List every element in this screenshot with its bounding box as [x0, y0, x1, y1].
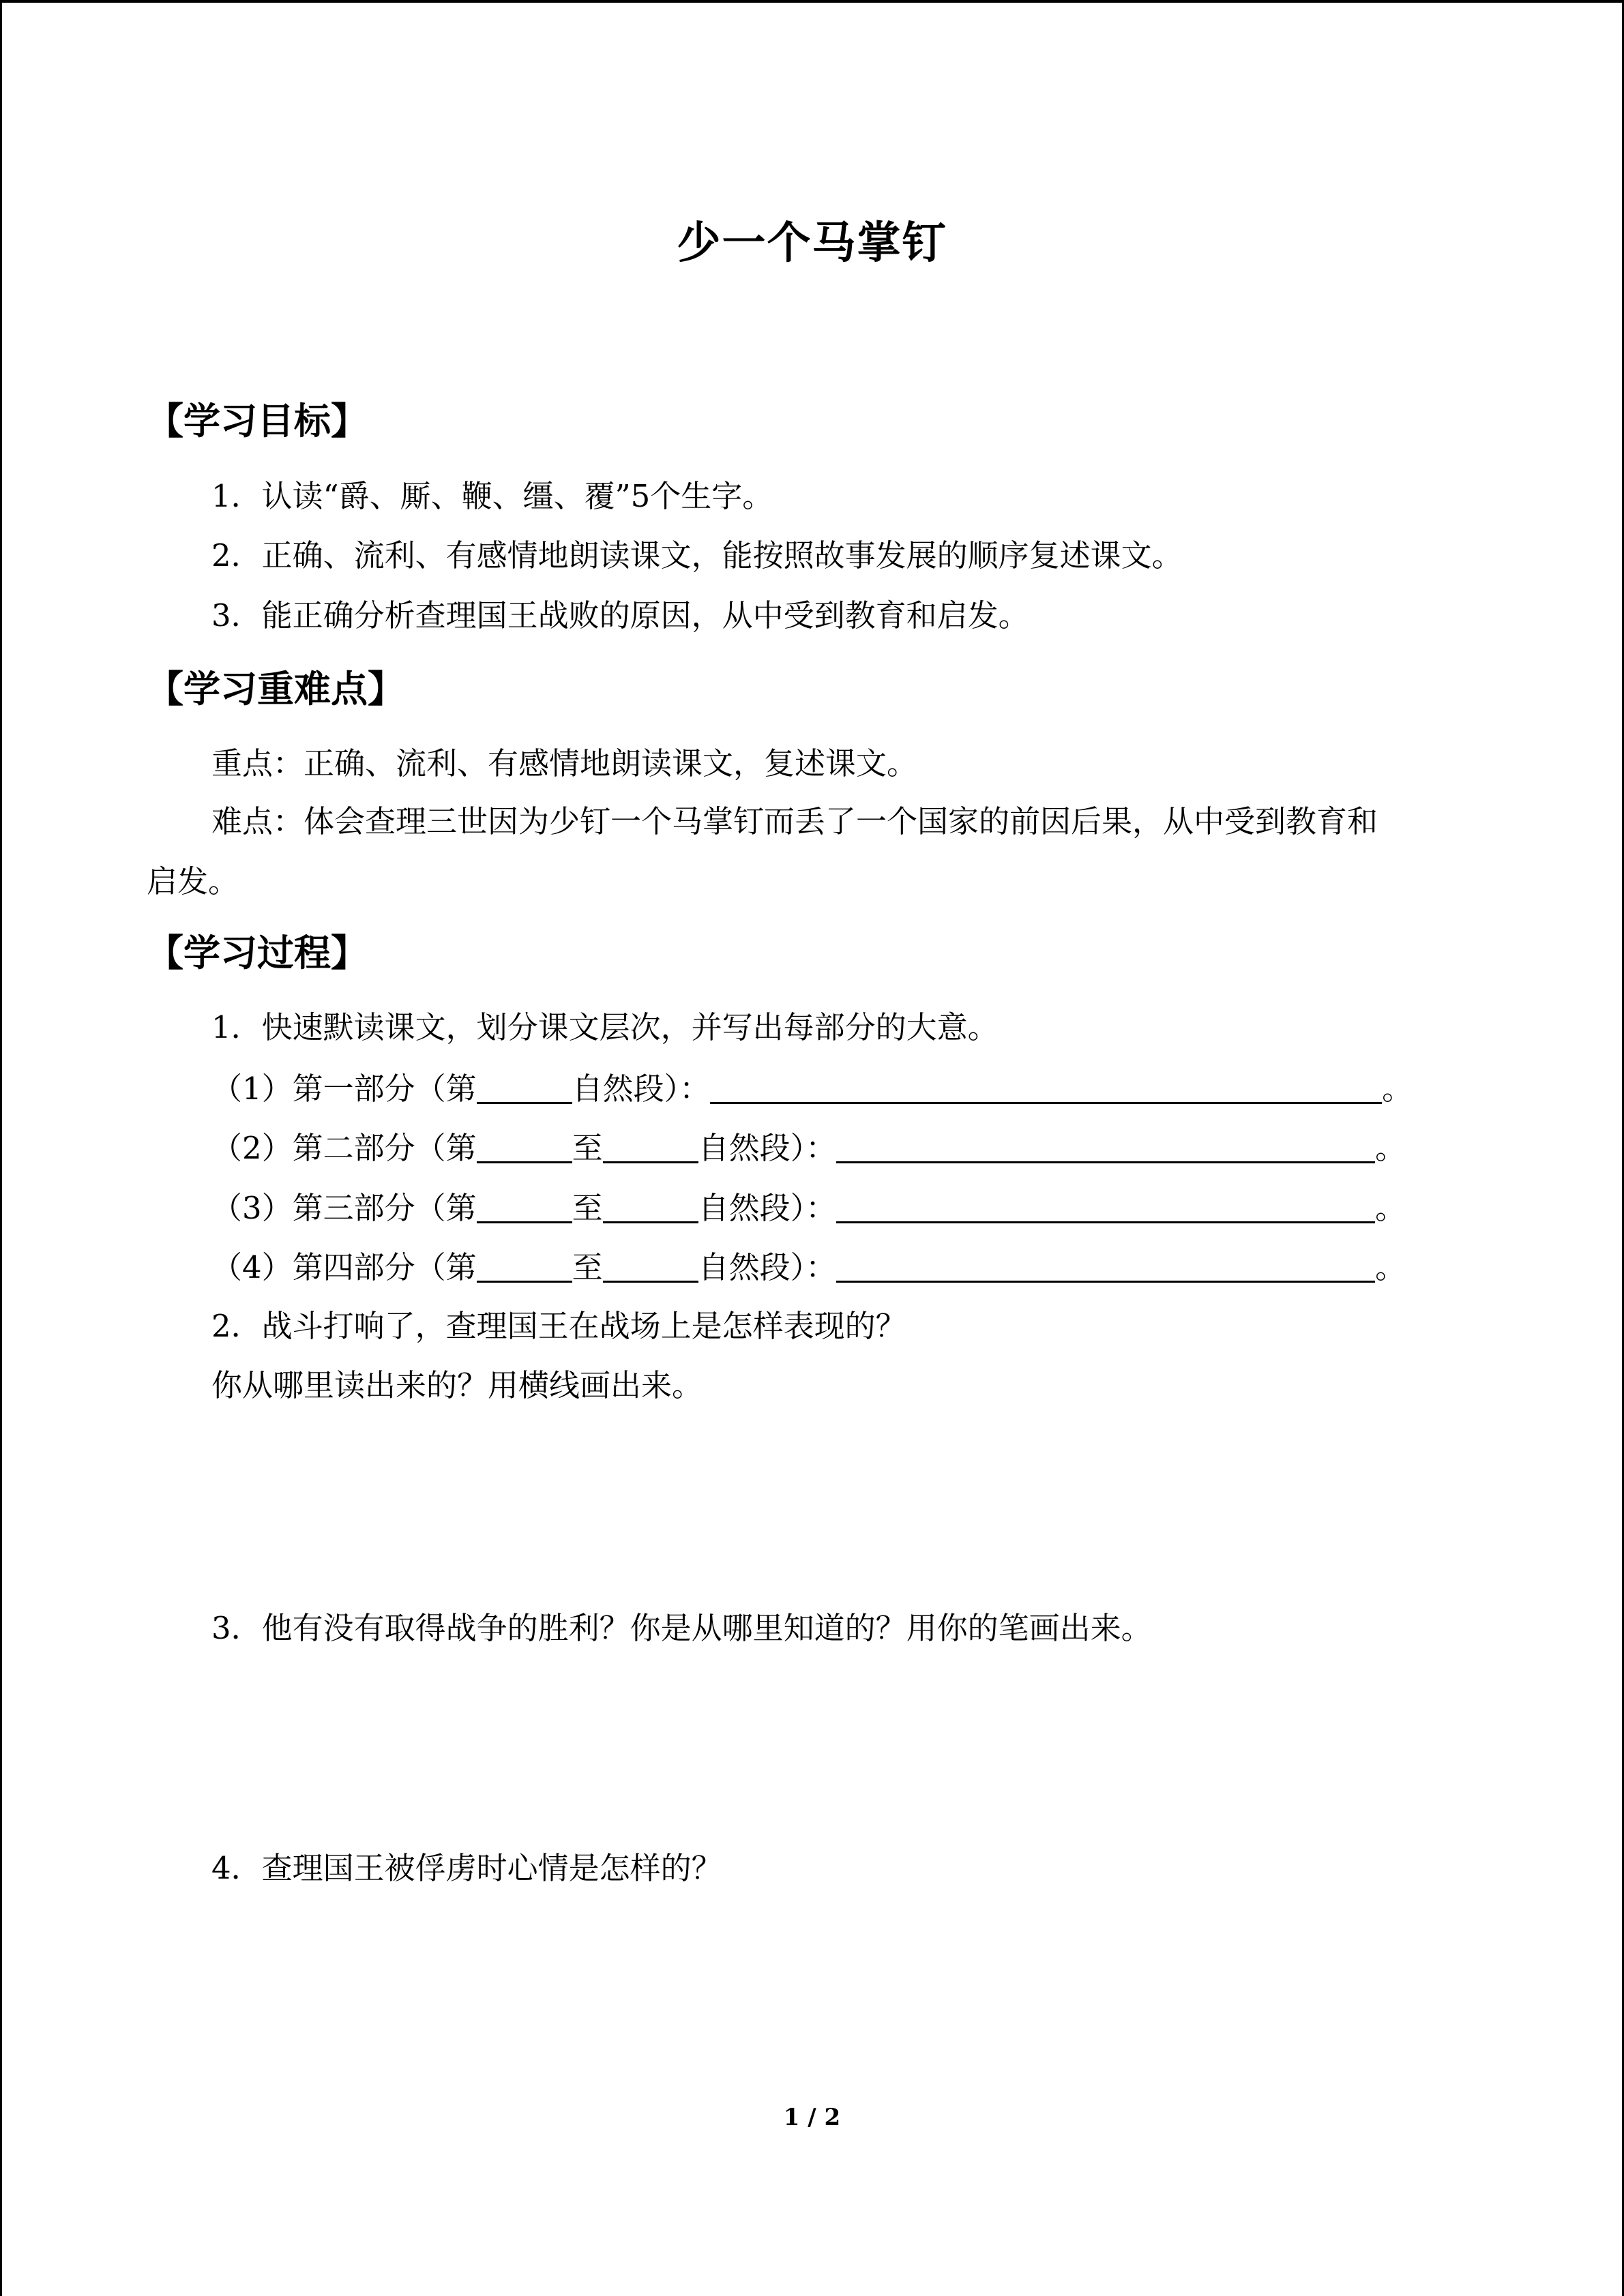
- part-1-suffix: 自然段）：: [572, 1071, 711, 1107]
- part-4-suffix: 自然段）：: [698, 1249, 837, 1285]
- part-4-middle: 至: [572, 1249, 603, 1285]
- heading-learning-process: 【学习过程】: [147, 931, 368, 974]
- end-mark: 。: [1382, 1071, 1413, 1107]
- end-mark: 。: [1375, 1190, 1406, 1226]
- heading-learning-goals: 【学习目标】: [147, 399, 368, 443]
- summary-blank[interactable]: [710, 1072, 1382, 1104]
- part-2-row: [211, 1130, 1406, 1166]
- part-3-suffix: 自然段）：: [698, 1190, 837, 1226]
- question-2-sub: 你从哪里读出来的？用横线画出来。: [211, 1367, 703, 1403]
- page-border-left: [0, 0, 2, 2296]
- key-point-focus: 重点：正确、流利、有感情地朗读课文，复述课文。: [211, 745, 918, 781]
- question-3: 3．他有没有取得战争的胜利？你是从哪里知道的？用你的笔画出来。: [211, 1610, 1152, 1646]
- part-1-prefix: （1）第一部分（第: [211, 1071, 477, 1107]
- part-2-prefix: （2）第二部分（第: [211, 1130, 477, 1166]
- paragraph-end-blank[interactable]: [603, 1131, 698, 1163]
- end-mark: 。: [1375, 1249, 1406, 1285]
- summary-blank[interactable]: [836, 1191, 1375, 1223]
- question-2: 2．战斗打响了，查理国王在战场上是怎样表现的？: [211, 1308, 906, 1344]
- part-4-row: [211, 1251, 1406, 1283]
- question-1: 1．快速默读课文，划分课文层次，并写出每部分的大意。: [211, 1009, 999, 1045]
- paragraph-start-blank[interactable]: [477, 1191, 572, 1223]
- end-mark: 。: [1375, 1130, 1406, 1166]
- key-point-difficulty-cont: 启发。: [147, 863, 239, 899]
- part-2-suffix: 自然段）：: [698, 1130, 837, 1166]
- part-3-prefix: （3）第三部分（第: [211, 1190, 477, 1226]
- part-3-middle: 至: [572, 1190, 603, 1226]
- paragraph-start-blank[interactable]: [477, 1251, 572, 1283]
- goal-item-1: 1．认读“爵、厮、鞭、缰、覆”5个生字。: [211, 478, 773, 514]
- question-4: 4．查理国王被俘虏时心情是怎样的？: [211, 1850, 722, 1886]
- goal-item-3: 3．能正确分析查理国王战败的原因，从中受到教育和启发。: [211, 597, 1029, 633]
- paragraph-start-blank[interactable]: [477, 1131, 572, 1163]
- summary-blank[interactable]: [836, 1131, 1375, 1163]
- goal-item-2: 2．正确、流利、有感情地朗读课文，能按照故事发展的顺序复述课文。: [211, 537, 1183, 573]
- part-1-row: [211, 1071, 1413, 1107]
- page-border-top: [0, 0, 1624, 3]
- heading-key-points: 【学习重难点】: [147, 667, 404, 711]
- part-4-prefix: （4）第四部分（第: [211, 1249, 477, 1285]
- page-number: 1 / 2: [783, 2104, 841, 2131]
- paragraph-start-blank[interactable]: [477, 1072, 572, 1104]
- key-point-difficulty: 难点：体会查理三世因为少钉一个马掌钉而丢了一个国家的前因后果，从中受到教育和: [211, 803, 1378, 839]
- summary-blank[interactable]: [836, 1251, 1375, 1283]
- paragraph-end-blank[interactable]: [603, 1191, 698, 1223]
- part-3-row: [211, 1190, 1406, 1226]
- part-2-middle: 至: [572, 1130, 603, 1166]
- paragraph-end-blank[interactable]: [603, 1251, 698, 1283]
- page-title: 少一个马掌钉: [677, 218, 947, 269]
